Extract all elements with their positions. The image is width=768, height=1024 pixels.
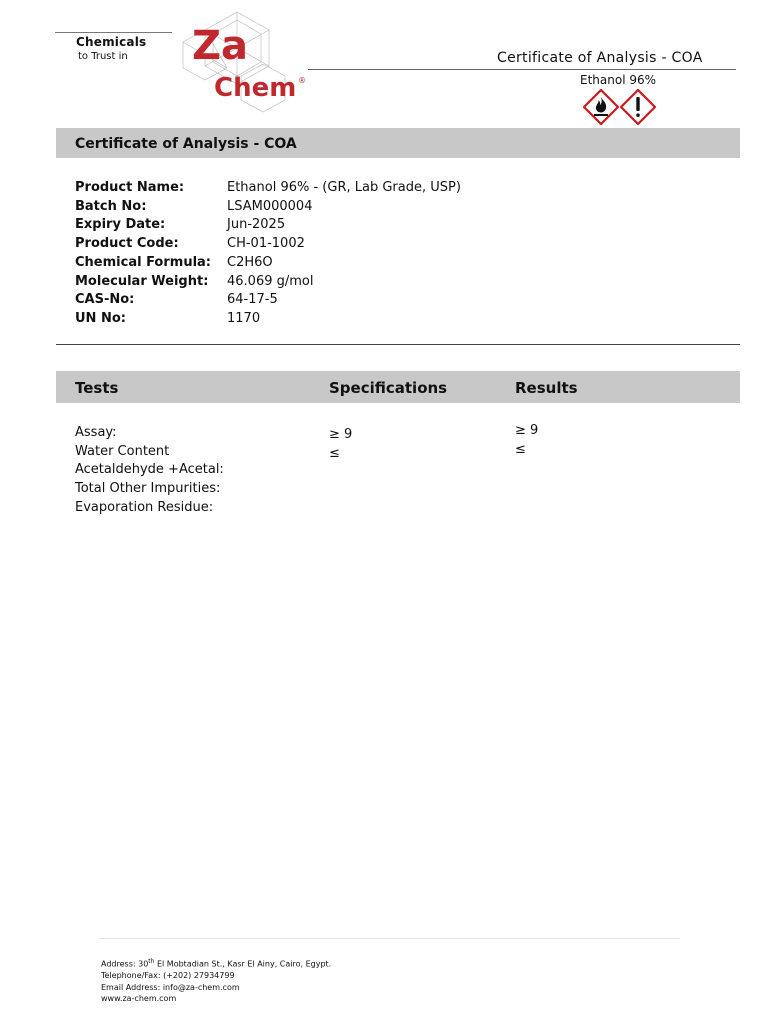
- info-value: 64-17-5: [227, 292, 278, 308]
- footer-website[interactable]: www.za-chem.com: [101, 994, 177, 1004]
- address-prefix: Address: 30: [101, 959, 149, 969]
- results-list: [515, 422, 538, 459]
- footer-address: [101, 956, 331, 970]
- info-value: Ethanol 96% - (GR, Lab Grade, USP): [227, 180, 461, 195]
- info-label: UN No:: [75, 310, 126, 326]
- info-row-un-no: [75, 310, 461, 329]
- footer: [101, 956, 331, 1005]
- info-row-product-code: [75, 235, 461, 254]
- info-value: Jun-2025: [227, 217, 286, 233]
- info-label: Molecular Weight:: [75, 273, 209, 289]
- footer-phone: Telephone/Fax: (+202) 27934799: [101, 971, 235, 981]
- specifications-list: [329, 426, 352, 463]
- info-label: Product Code:: [75, 236, 179, 252]
- product-info: [75, 179, 461, 329]
- info-value: C2H6O: [227, 254, 273, 270]
- address-sup: th: [148, 958, 155, 965]
- result-value: ≤: [515, 441, 526, 457]
- column-header-specifications: Specifications: [329, 379, 448, 397]
- coa-title: Certificate of Analysis - COA: [75, 136, 297, 152]
- exclamation-icon: [620, 89, 656, 125]
- test-name: Evaporation Residue:: [75, 499, 214, 515]
- info-row-expiry-date: [75, 216, 461, 235]
- tagline-line-1: Chemicals: [76, 35, 147, 49]
- header-doc-title: Certificate of Analysis - COA: [497, 50, 703, 66]
- info-divider: [56, 344, 740, 345]
- specification-value: ≥ 9: [329, 427, 353, 442]
- header-product-name: Ethanol 96%: [580, 73, 657, 87]
- tests-list: [75, 424, 224, 518]
- footer-email[interactable]: Email Address: info@za-chem.com: [101, 982, 240, 992]
- column-header-results: Results: [515, 379, 578, 397]
- info-label: Chemical Formula:: [75, 254, 211, 270]
- info-label: Expiry Date:: [75, 217, 166, 233]
- info-label: CAS-No:: [75, 292, 135, 308]
- logo-registered-mark: ®: [298, 76, 306, 85]
- info-value: 1170: [227, 310, 261, 326]
- info-row-cas-no: [75, 291, 461, 310]
- tagline-line-2: to Trust in: [78, 51, 128, 62]
- footer-rule: [100, 938, 680, 939]
- test-name: Total Other Impurities:: [75, 481, 221, 497]
- info-row-batch-no: [75, 198, 461, 217]
- info-label: Product Name:: [75, 180, 185, 195]
- info-value: 46.069 g/mol: [227, 273, 314, 289]
- test-name: Acetaldehyde +Acetal:: [75, 462, 224, 478]
- info-value: CH-01-1002: [227, 236, 305, 252]
- test-name: Assay:: [75, 425, 117, 440]
- test-name: Water Content: [75, 443, 170, 459]
- logo-text-za: Za: [192, 23, 248, 69]
- tagline-rule: [55, 32, 172, 33]
- specification-value: ≤: [329, 445, 340, 461]
- address-rest: El Mobtadian St., Kasr El Ainy, Cairo, Egypt.: [154, 959, 332, 969]
- logo-text-chem: Chem: [214, 73, 297, 103]
- info-row-product-name: [75, 179, 461, 198]
- flammable-icon: [583, 89, 619, 125]
- info-row-molecular-weight: [75, 273, 461, 292]
- result-value: ≥ 9: [515, 423, 539, 438]
- column-header-tests: Tests: [75, 379, 119, 397]
- info-row-chemical-formula: [75, 254, 461, 273]
- info-label: Batch No:: [75, 198, 147, 214]
- header-rule: [308, 69, 736, 70]
- info-value: LSAM000004: [227, 198, 313, 214]
